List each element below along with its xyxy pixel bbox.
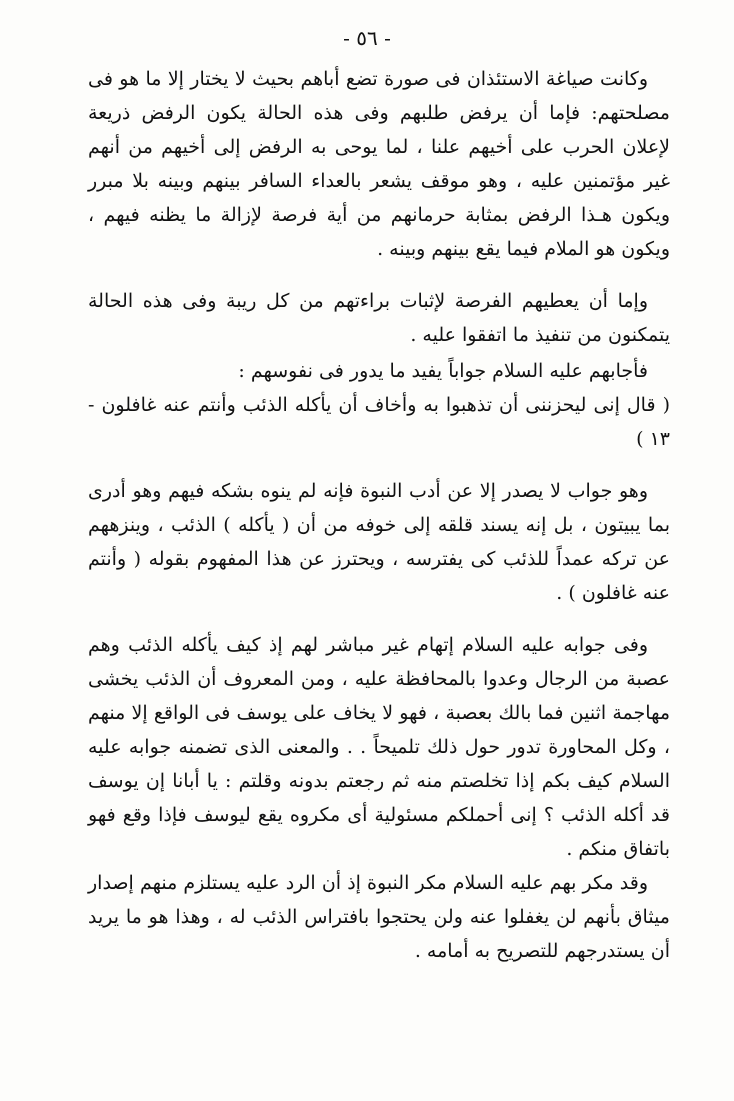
page-body: [88, 62, 670, 968]
paragraph-5: وفى جوابه عليه السلام إتهام غير مباشر لهم إذ كيف يأكله الذئب وهم عصبة من الرجال وعدوا بالمحافظة عليه ، ومن المعروف أن الذئب يخشى مهاجمة اثنين فما بالك بعصبة ، فهو لا يخاف على يوسف فى الواقع إلا منهم ، وكل المحاورة تدور حول ذلك تلميحاً . . والمعنى الذى تضمنه جوابه عليه السلام كيف بكم إذا تخلصتم منه ثم رجعتم بدونه وقلتم : يا أبانا إن يوسف قد أكله الذئب ؟ إنى أحملكم مسئولية أى مكروه يقع ليوسف فإذا وقع فهو باتفاق منكم .: [88, 634, 670, 860]
paragraph-6: وقد مكر بهم عليه السلام مكر النبوة إذ أن الرد عليه يستلزم منهم إصدار ميثاق بأنهم لن يغفلوا عنه ولن يحتجوا بافتراس الذئب له ، وهذا هو ما يريد أن يستدرجهم للتصريح به أمامه .: [88, 872, 670, 962]
paragraph-2: وإما أن يعطيهم الفرصة لإثبات براءتهم من كل ريبة وفى هذه الحالة يتمكنون من تنفيذ ما اتفقوا عليه .: [88, 290, 670, 346]
page-number: - ٥٦ -: [343, 26, 391, 50]
paragraph-3: فأجابهم عليه السلام جواباً يفيد ما يدور فى نفوسهم :: [238, 360, 648, 382]
paragraph-1: وكانت صياغة الاستئذان فى صورة تضع أباهم بحيث لا يختار إلا ما هو فى مصلحتهم: فإما أن يرفض طلبهم وفى هذه الحالة يكون الرفض ذريعة لإعلان الحرب على أخيهم علنا ، لما يوحى به الرفض إلى أخيهم من أنهم غير مؤتمنين عليه ، وهو موقف يشعر بالعداء السافر بينهم وبينه بلا مبرر ويكون هـذا الرفض بمثابة حرمانهم من أية فرصة لإزالة ما يظنه فيهم ، ويكون هو الملام فيما يقع بينهم وبينه .: [88, 68, 670, 260]
paragraph-4: وهو جواب لا يصدر إلا عن أدب النبوة فإنه لم ينوه بشكه فيهم وهو أدرى بما يبيتون ، بل إنه يسند قلقه إلى خوفه من أن ( يأكله ) الذئب ، وينزههم عن تركه عمداً للذئب كى يفترسه ، ويحترز عن هذا المفهوم بقوله ( وأنتم عنه غافلون ) .: [88, 480, 670, 604]
quran-quote: ( قال إنى ليحزننى أن تذهبوا به وأخاف أن يأكله الذئب وأنتم عنه غافلون - ١٣ ): [88, 394, 670, 450]
